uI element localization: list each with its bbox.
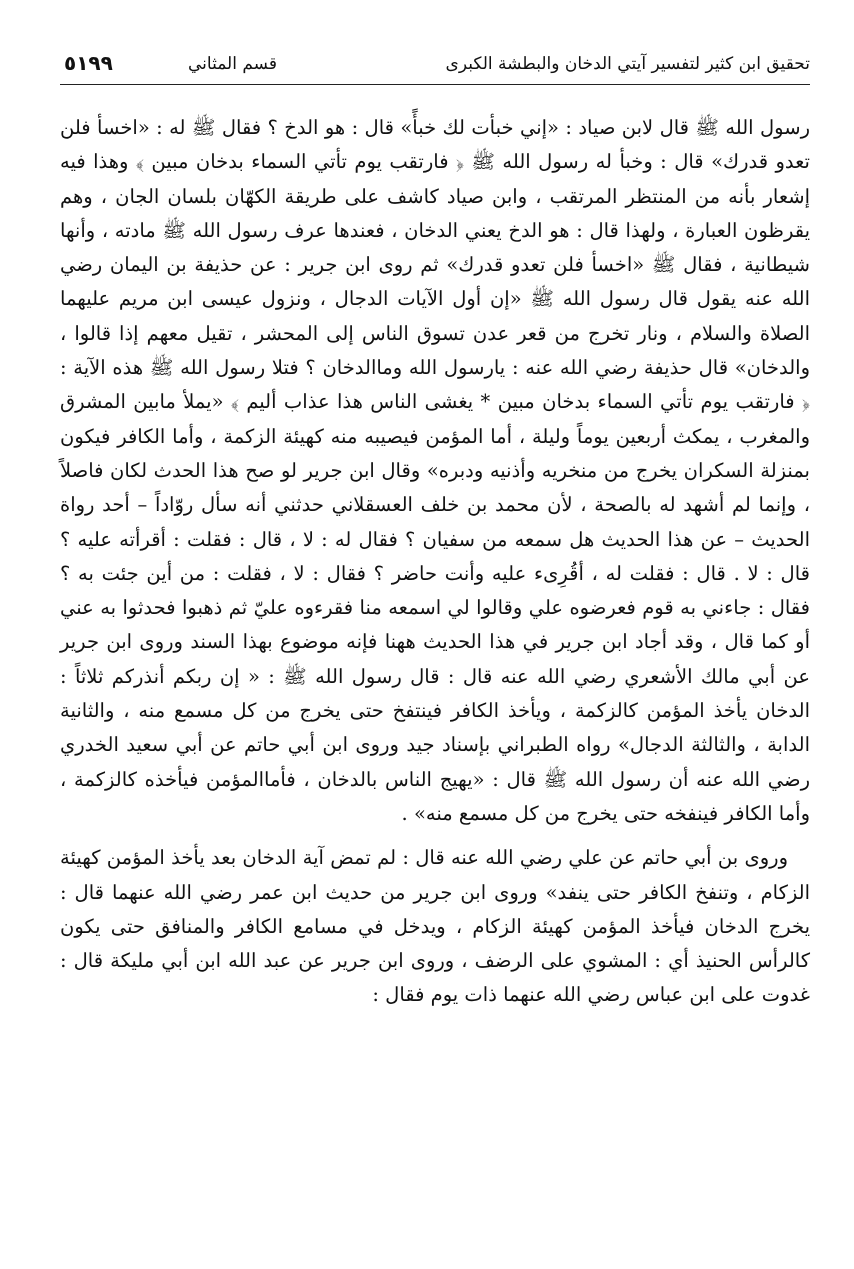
page-number: ٥١٩٩	[64, 51, 113, 75]
body-paragraph: وروى بن أبي حاتم عن علي رضي الله عنه قال : لم تمض آية الدخان بعد يأخذ المؤمن كهيئة الزكام ، وتنفخ الكافر حتى ينفد» وروى ابن جرير من حديث ابن عمر رضي الله عنهما قال : يخرج الدخان فيأخذ المؤمن كهيئة الزكام ، ويدخل في مسامع الكافر والمنافق حتى يكون كالرأس الحنيذ أي : المشوي على الرضف ، وروى ابن جرير عن عبد الله ابن أبي مليكة قال : غدوت على ابن عباس رضي الله عنهما ذات يوم فقال :	[60, 846, 810, 1007]
section-label: قسم المثاني	[188, 54, 277, 74]
book-page	[60, 40, 810, 1240]
book-title: تحقيق ابن كثير لتفسير آيتي الدخان والبطشة الكبرى	[445, 54, 810, 74]
running-header	[60, 40, 810, 85]
body-paragraph: رسول الله ﷺ قال لابن صياد : «إني خبأت لك خبأً» قال : هو الدخ ؟ فقال ﷺ له : «اخسأ فلن تعدو قدرك» قال : وخبأ له رسول الله ﷺ ﴿ فارتقب يوم تأتي السماء بدخان مبين ﴾ وهذا فيه إشعار بأنه من المنتظر المرتقب ، وابن صياد كاشف على طريقة الكهّان بلسان الجان ، وهم يقرظون العبارة ، ولهذا قال : هو الدخ يعني الدخان ، فعندها عرف رسول الله ﷺ مادته ، وأنها شيطانية ، فقال ﷺ «اخسأ فلن تعدو قدرك» ثم روى ابن جرير : عن حذيفة بن اليمان رضي الله عنه يقول قال رسول الله ﷺ «إن أول الآيات الدجال ، ونزول عيسى ابن مريم عليهما الصلاة والسلام ، ونار تخرج من قعر عدن تسوق الناس إلى المحشر ، تقيل معهم إذا قالوا ، والدخان» قال حذيفة رضي الله عنه : يارسول الله وماالدخان ؟ فتلا رسول الله ﷺ هذه الآية : ﴿ فارتقب يوم تأتي السماء بدخان مبين * يغشى الناس هذا عذاب أليم ﴾ «يملأ مابين المشرق والمغرب ، يمكث أربعين يوماً وليلة ، أما المؤمن فيصيبه منه كهيئة الزكمة ، وأما الكافر فيكون بمنزلة السكران يخرج من منخريه وأذنيه ودبره» وقال ابن جرير لو صح هذا الحدث لكان فاصلاً ، وإنما لم أشهد له بالصحة ، لأن محمد بن خلف العسقلاني حدثني أنه سأل روّاداً – أحد رواة الحديث – عن هذا الحديث هل سمعه من سفيان ؟ فقال له : لا ، قال : فقلت : أقرأته عليه ؟ قال : لا . قال : فقلت له ، أقُرِىء عليه وأنت حاضر ؟ فقال : لا ، فقلت : من أين جئت به ؟ فقال : جاءني به قوم فعرضوه علي وقالوا لي اسمعه منا فقرءوه عليّ ثم ذهبوا فحدثوا به عني أو كما قال ، وقد أجاد ابن جرير في هذا الحديث ههنا فإنه موضوع بهذا السند وروى ابن جرير عن أبي مالك الأشعري رضي الله عنه قال : قال رسول الله ﷺ : « إن ربكم أنذركم ثلاثاً : الدخان يأخذ المؤمن كالزكمة ، ويأخذ الكافر فينتفخ حتى يخرج من كل مسمع منه ، والثانية الدابة ، والثالثة الدجال» رواه الطبراني بإسناد جيد وروى ابن أبي حاتم عن أبي سعيد الخدري رضي الله عنه أن رسول الله ﷺ قال : «يهيج الناس بالدخان ، فأماالمؤمن فيأخذه كالزكمة ، وأما الكافر فينفخه حتى يخرج من كل مسمع منه» .	[60, 116, 810, 825]
